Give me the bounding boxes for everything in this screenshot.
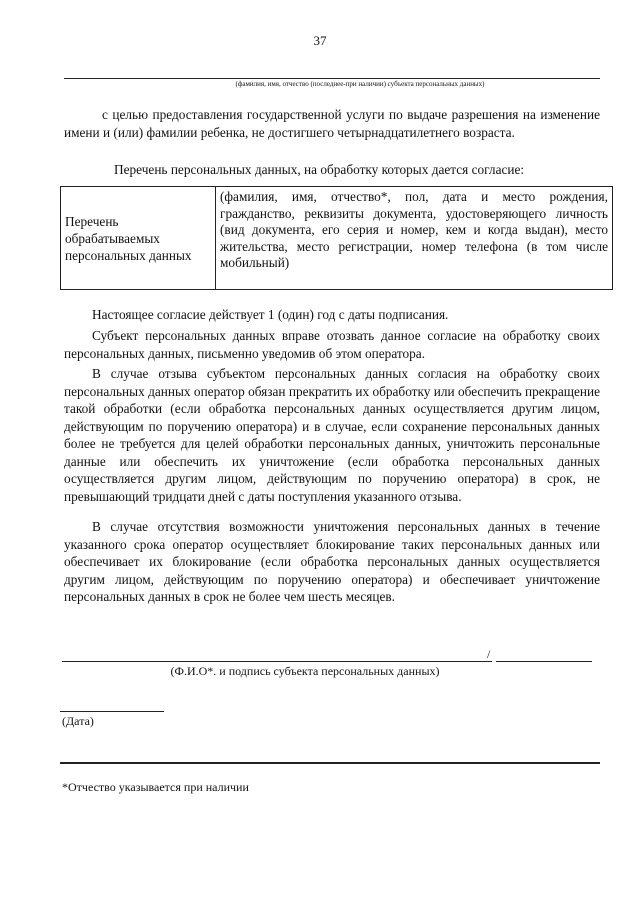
signature-line-right [496,661,592,662]
footnote-separator [60,762,600,764]
revocation-paragraph: Субъект персональных данных вправе отозвать данное согласие на обработку своих персональных данных, письменно уведомив об этом оператора. [64,328,600,361]
page-number: 37 [313,33,327,48]
table-value-cell: (фамилия, имя, отчество*, пол, дата и место рождения, гражданство, реквизиты документа, удостоверяющего личность (вид документа, его серия и номер, кем и когда выдан), место жительства, место регистрации, номер телефона (в том числе мобильный) [216,187,613,290]
list-intro: Перечень персональных данных, на обработку которых дается согласие: [114,162,525,177]
date-line [60,711,164,712]
signature-line-left [62,661,492,662]
purpose-text: с целью предоставления государственной услуги по выдаче разрешения на изменение имени и (или) фамилии ребенка, не достигшего четырнадцатилетнего возраста. [64,107,600,140]
withdrawal-paragraph: В случае отзыва субъектом персональных данных согласия на обработку своих персональных данных оператор обязан прекратить их обработку или обеспечить прекращение такой обработки (если обработка персональных данных осуществляется другим лицом, действующим по поручению оператора) и в случае, если сохранение персональных данных более не требуется для целей обработки персональных данных, уничтожить персональные данные или обеспечить их уничтожение (если обработка персональных данных осуществляется другим лицом, действующим по поручению оператора) в срок, не превышающий тридцати дней с даты поступления указанного отзыва. [64,366,600,504]
name-caption: (фамилия, имя, отчество (последнее-при наличии) субъекта персональных данных) [235,80,485,88]
validity-paragraph: Настоящее согласие действует 1 (один) год с даты подписания. [92,307,449,322]
table-label-cell: Перечень обрабатываемых персональных данных [61,187,216,290]
personal-data-table [60,186,613,290]
name-line [64,78,600,79]
signature-caption: (Ф.И.О*. и подпись субъекта персональных данных) [170,664,440,678]
signature-separator: / [487,647,491,661]
blocking-paragraph: В случае отсутствия возможности уничтожения персональных данных в течение указанного срока оператор осуществляет блокирование таких персональных данных или обеспечивает их блокирование (если обработка персональных данных осуществляется другим лицом, действующим по поручению оператора) и обеспечивает уничтожение персональных данных в срок не более чем шесть месяцев. [64,519,600,604]
table-row [61,187,613,290]
date-caption: (Дата) [62,714,94,728]
footnote: *Отчество указывается при наличии [62,780,249,794]
